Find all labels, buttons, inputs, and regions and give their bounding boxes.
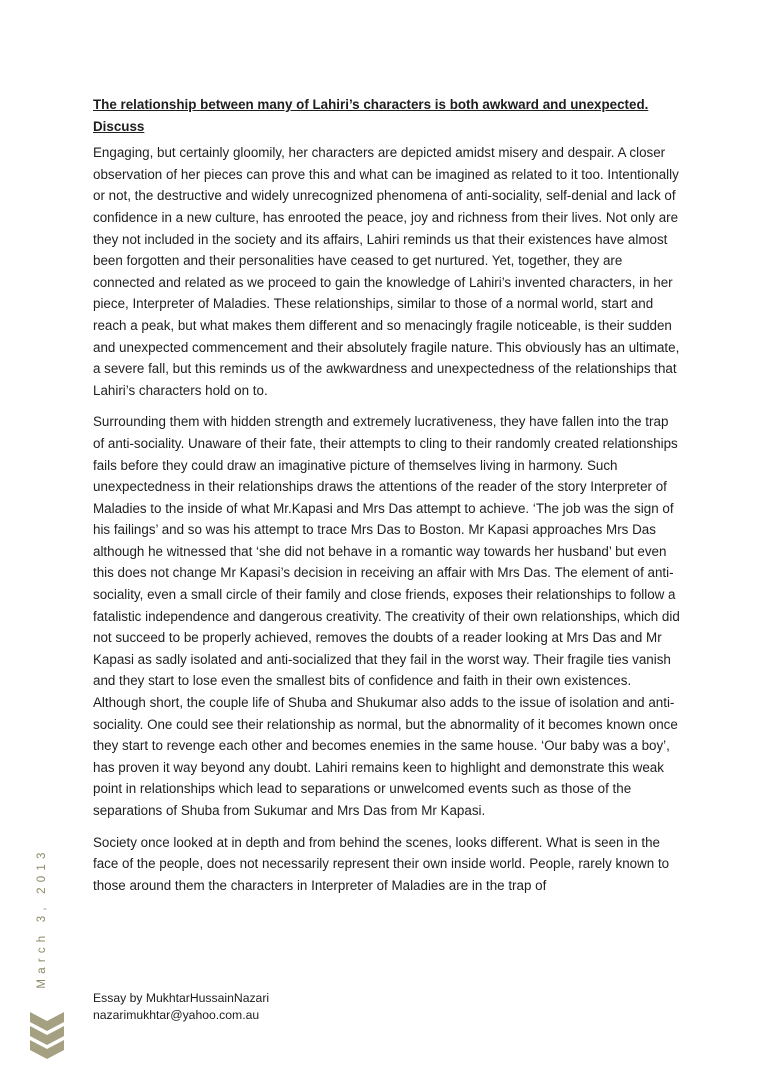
side-date: March 3, 2013 (36, 847, 48, 989)
paragraph-2: Surrounding them with hidden strength and extremely lucrativeness, they have fallen into the trap of anti-sociality. Unaware of their fate, their attempts to cling to their randomly created relationships fails before they could draw an imaginative picture of themselves living in harmony. Such unexpectedness in their relationships draws the attentions of the reader of the story Interpreter of Maladies to the inside of what Mr.Kapasi and Mrs Das attempt to achieve. ‘The job was the sign of his failings’ and so was his attempt to trace Mrs Das to Boston. Mr Kapasi approaches Mrs Das although he witnessed that ‘she did not behave in a romantic way towards her husband’ but even this does not change Mr Kapasi’s decision in receiving an affair with Mrs Das. The element of anti-sociality, even a small circle of their family and close friends, exposes their relationships to follow a fatalistic independence and dangerous creativity. The creativity of their own relationships, which did not succeed to be properly achieved, removes the doubts of a reader looking at Mrs Das and Mr Kapasi as sadly isolated and anti-socialized that they fail in the worst way. Their fragile ties vanish and they start to lose even the smallest bits of confidence and faith in their own existences. Although short, the couple life of Shuba and Shukumar also adds to the issue of isolation and anti-sociality. One could see their relationship as normal, but the abnormality of it becomes known once they start to revenge each other and becomes enemies in the same house. ‘Our baby was a boy’, has proven it way beyond any doubt. Lahiri remains keen to highlight and demonstrate this weak point in relationships which lead to separations or unwelcomed events such as those of the separations of Shuba from Sukumar and Mrs Das from Mr Kapasi. (93, 414, 680, 818)
chevron-down-icon (30, 1012, 64, 1062)
footer-author: Essay by MukhtarHussainNazari (93, 991, 270, 1005)
footer-email: nazarimukhtar@yahoo.com.au (93, 1008, 260, 1022)
document-body (93, 94, 683, 906)
paragraph-1: Engaging, but certainly gloomily, her characters are depicted amidst misery and despair. A closer observation of her pieces can prove this and what can be imagined as related to it too. Intentionally or not, the destructive and widely unrecognized phenomena of anti-sociality, self-denial and lack of confidence in a new culture, has enrooted the peace, joy and richness from their lives. Not only are they not included in the society and its affairs, Lahiri reminds us that their existences have almost been forgotten and their personalities have ceased to get nurtured. Yet, together, they are connected and related as we proceed to gain the knowledge of Lahiri’s invented characters, in her piece, Interpreter of Maladies. These relationships, similar to those of a normal world, start and reach a peak, but what makes them different and so menacingly fragile noticeable, is their sudden and unexpected commencement and their absolutely fragile nature. This obviously has an ultimate, a severe fall, but this reminds us of the awkwardness and unexpectedness of the relationships that Lahiri’s characters hold on to. (93, 145, 680, 398)
essay-title: The relationship between many of Lahiri’s characters is both awkward and unexpected. Discuss (93, 97, 649, 134)
footer (93, 990, 269, 1024)
paragraph-3: Society once looked at in depth and from behind the scenes, looks different. What is seen in the face of the people, does not necessarily represent their own inside world. People, rarely known to those around them the characters in Interpreter of Maladies are in the trap of (93, 834, 670, 893)
